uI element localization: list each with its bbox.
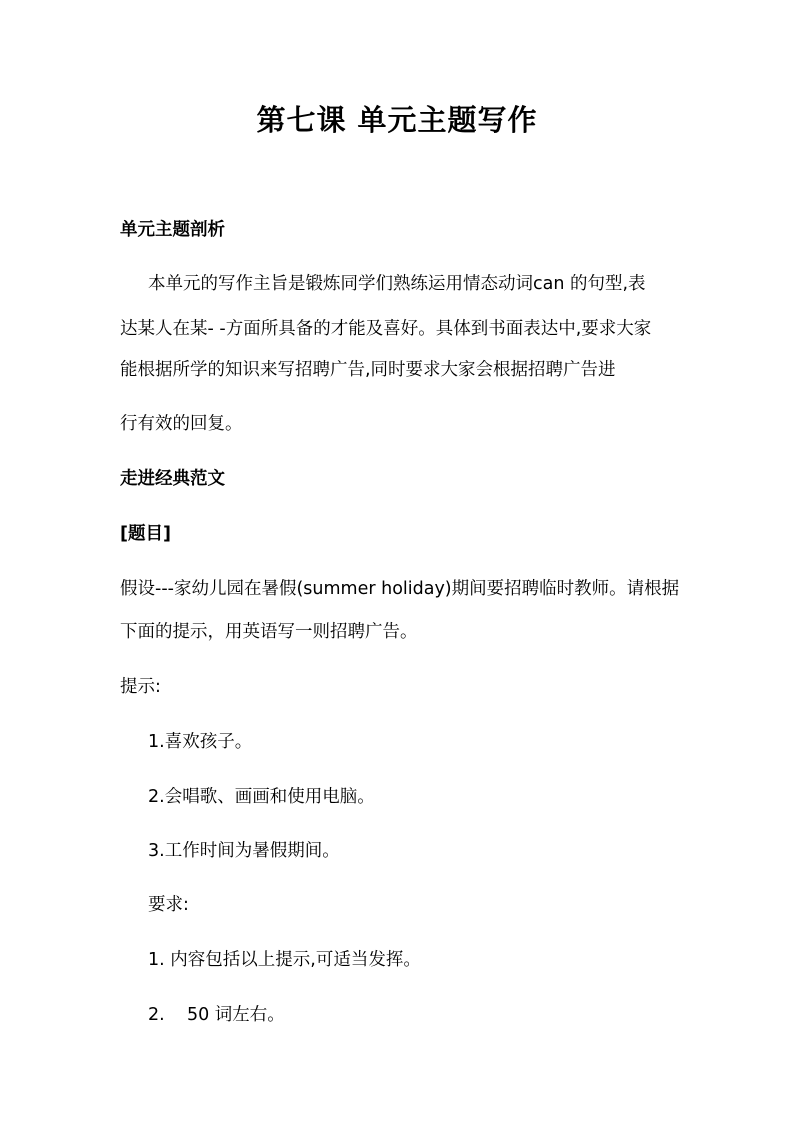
requirement-item: 1. 内容包括以上提示,可适当发挥。 bbox=[148, 950, 421, 970]
paragraph-line: 行有效的回复。 bbox=[120, 414, 243, 434]
section-heading-analysis: 单元主题剖析 bbox=[120, 220, 225, 240]
paragraph-line: 达某人在某- -方面所具备的才能及喜好。具体到书面表达中,要求大家 bbox=[120, 319, 652, 339]
page-title: 第七课 单元主题写作 bbox=[256, 103, 538, 137]
prompt-line: 下面的提示，用英语写一则招聘广告。 bbox=[120, 622, 418, 642]
hint-item: 3.工作时间为暑假期间。 bbox=[148, 841, 340, 861]
prompt-line: 假设---家幼儿园在暑假(summer holiday)期间要招聘临时教师。请根据 bbox=[120, 579, 680, 599]
requirement-item: 2. 50 词左右。 bbox=[148, 1005, 285, 1025]
hints-label: 提示: bbox=[120, 677, 161, 697]
hint-item: 1.喜欢孩子。 bbox=[148, 732, 253, 752]
hint-item: 2.会唱歌、画画和使用电脑。 bbox=[148, 787, 375, 807]
paragraph-line: 能根据所学的知识来写招聘广告,同时要求大家会根据招聘广告进 bbox=[120, 360, 616, 380]
requirements-label: 要求: bbox=[148, 895, 189, 915]
section-heading-model-essay: 走进经典范文 bbox=[120, 469, 225, 489]
topic-label: [题目] bbox=[120, 524, 171, 544]
paragraph-line: 本单元的写作主旨是锻炼同学们熟练运用情态动词can 的句型,表 bbox=[148, 274, 646, 294]
